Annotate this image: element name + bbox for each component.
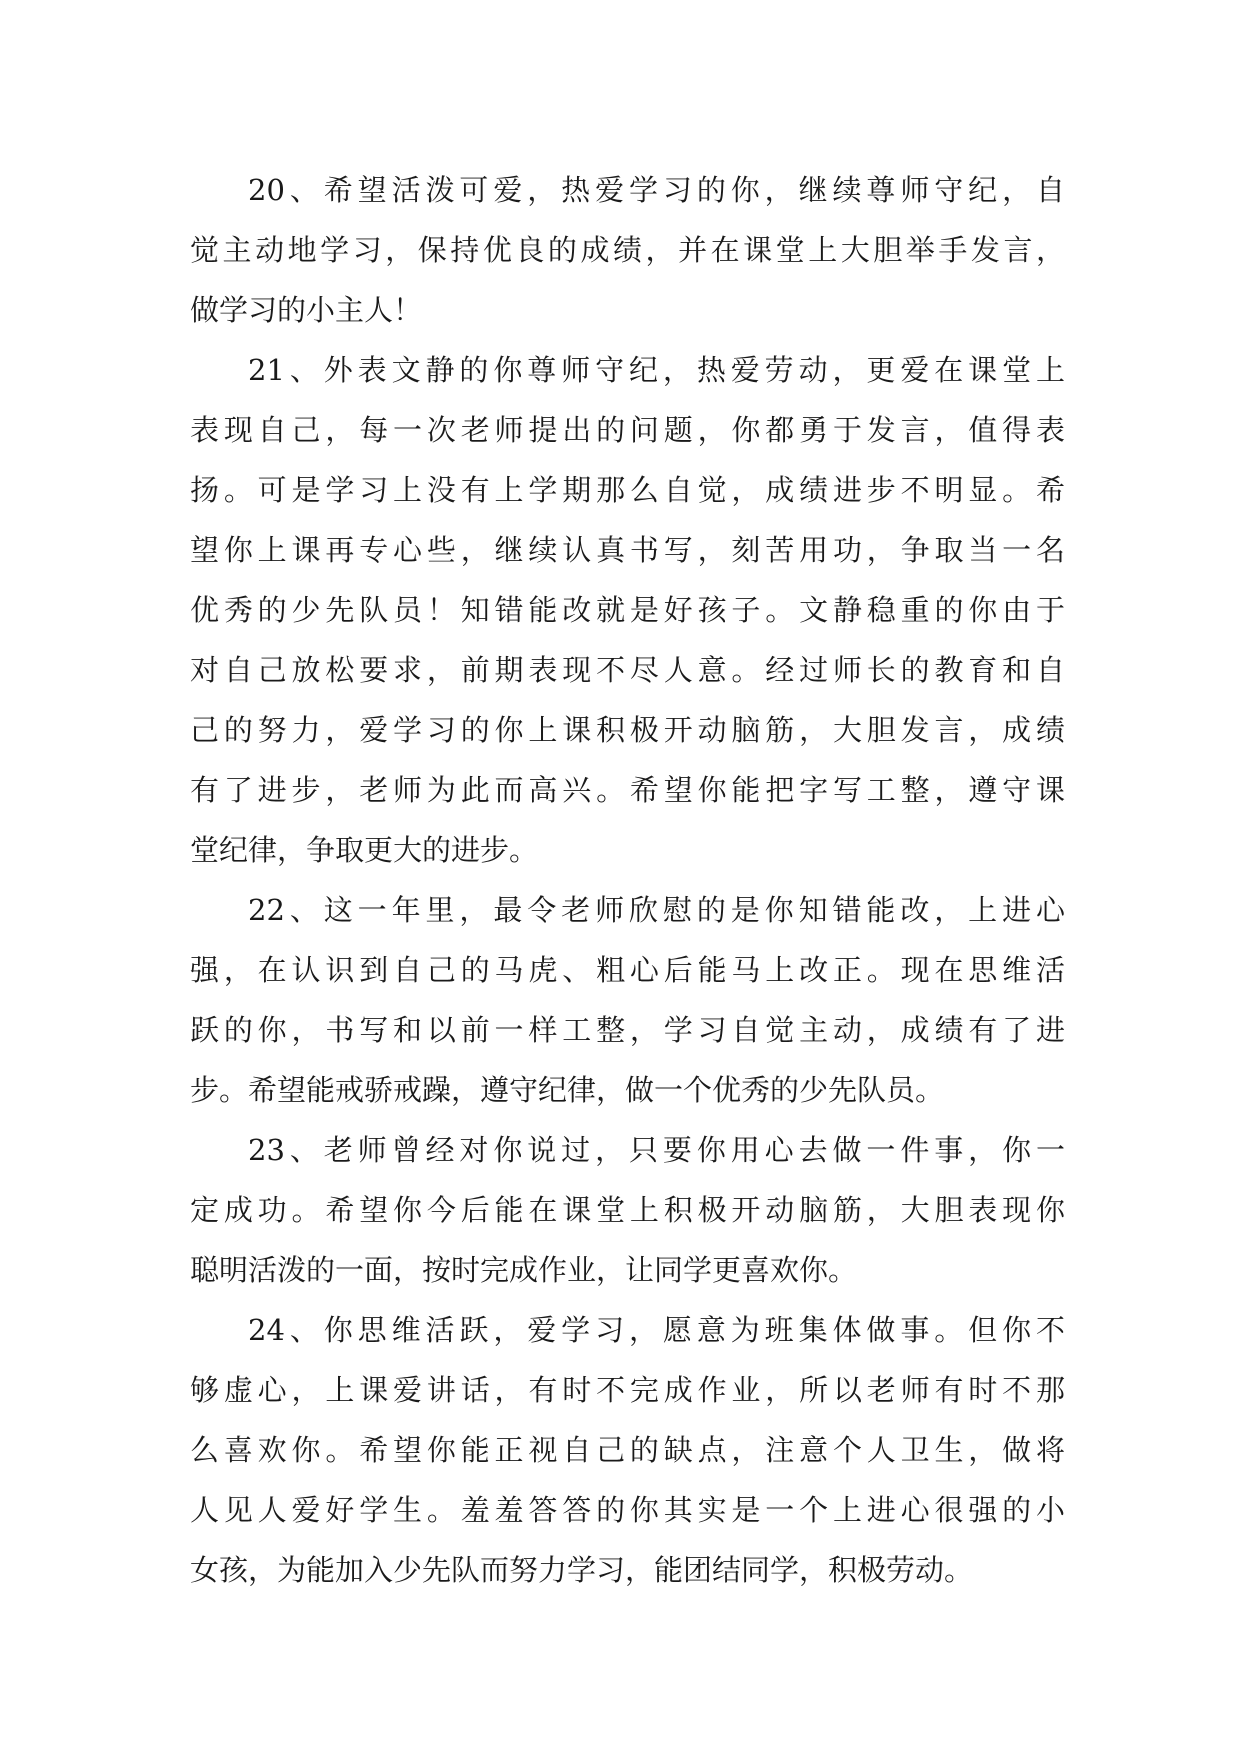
text-line: 有了进步，老师为此而高兴。希望你能把字写工整，遵守课 bbox=[190, 773, 1065, 807]
document-body bbox=[190, 160, 1065, 1600]
text-line: 跃的你，书写和以前一样工整，学习自觉主动，成绩有了进 bbox=[190, 1013, 1065, 1047]
paragraph-21 bbox=[190, 340, 1065, 880]
text-line: 人见人爱好学生。羞羞答答的你其实是一个上进心很强的小 bbox=[190, 1493, 1065, 1527]
paragraph-22 bbox=[190, 880, 1065, 1120]
text-line: 定成功。希望你今后能在课堂上积极开动脑筋，大胆表现你 bbox=[190, 1193, 1065, 1227]
text-line: 扬。可是学习上没有上学期那么自觉，成绩进步不明显。希 bbox=[190, 473, 1065, 507]
text-line: 24、你思维活跃，爱学习，愿意为班集体做事。但你不 bbox=[248, 1313, 1065, 1347]
paragraph-23 bbox=[190, 1120, 1065, 1300]
text-line: 堂纪律，争取更大的进步。 bbox=[190, 833, 539, 867]
text-line: 21、外表文静的你尊师守纪，热爱劳动，更爱在课堂上 bbox=[248, 353, 1065, 387]
text-line: 20、希望活泼可爱，热爱学习的你，继续尊师守纪，自 bbox=[248, 173, 1065, 207]
text-line: 聪明活泼的一面，按时完成作业，让同学更喜欢你。 bbox=[190, 1253, 858, 1287]
paragraph-24 bbox=[190, 1300, 1065, 1600]
text-line: 望你上课再专心些，继续认真书写，刻苦用功，争取当一名 bbox=[190, 533, 1065, 567]
paragraph-20 bbox=[190, 160, 1065, 340]
text-line: 做学习的小主人！ bbox=[190, 293, 423, 327]
text-line: 强，在认识到自己的马虎、粗心后能马上改正。现在思维活 bbox=[190, 953, 1065, 987]
text-line: 步。希望能戒骄戒躁，遵守纪律，做一个优秀的少先队员。 bbox=[190, 1073, 945, 1107]
text-line: 么喜欢你。希望你能正视自己的缺点，注意个人卫生，做将 bbox=[190, 1433, 1065, 1467]
text-line: 觉主动地学习，保持优良的成绩，并在课堂上大胆举手发言， bbox=[190, 233, 1065, 267]
text-line: 女孩，为能加入少先队而努力学习，能团结同学，积极劳动。 bbox=[190, 1553, 974, 1587]
text-line: 22、这一年里，最令老师欣慰的是你知错能改，上进心 bbox=[248, 893, 1065, 927]
text-line: 对自己放松要求，前期表现不尽人意。经过师长的教育和自 bbox=[190, 653, 1065, 687]
text-line: 优秀的少先队员！知错能改就是好孩子。文静稳重的你由于 bbox=[190, 593, 1065, 627]
text-line: 23、老师曾经对你说过，只要你用心去做一件事，你一 bbox=[248, 1133, 1065, 1167]
text-line: 够虚心，上课爱讲话，有时不完成作业，所以老师有时不那 bbox=[190, 1373, 1065, 1407]
text-line: 己的努力，爱学习的你上课积极开动脑筋，大胆发言，成绩 bbox=[190, 713, 1065, 747]
text-line: 表现自己，每一次老师提出的问题，你都勇于发言，值得表 bbox=[190, 413, 1065, 447]
